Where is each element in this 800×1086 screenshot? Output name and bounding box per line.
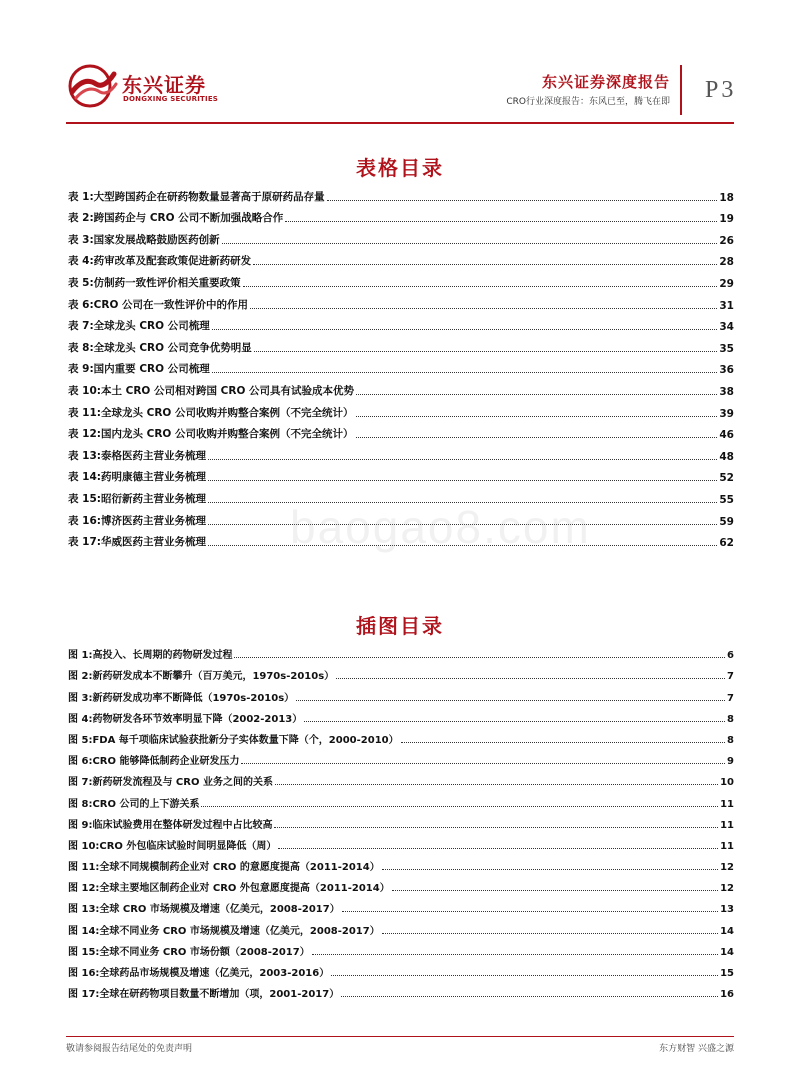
- toc-entry[interactable]: [68, 979, 734, 1000]
- toc-leader: [253, 264, 717, 265]
- page-header: [0, 0, 800, 125]
- report-title: 东兴证券深度报告: [541, 73, 670, 91]
- toc-entry-page: 12: [720, 862, 734, 874]
- toc-leader: [342, 911, 718, 912]
- report-subtitle: CRO行业深度报告：东风已至，腾飞在即: [506, 97, 670, 107]
- toc-entry-label: 表 16:博济医药主营业务梳理: [68, 514, 206, 527]
- toc-entry-page: 29: [719, 277, 734, 290]
- toc-entry-page: 52: [719, 472, 734, 485]
- toc-leader: [254, 351, 718, 352]
- toc-entry-page: 46: [719, 429, 734, 442]
- toc-entry[interactable]: [68, 640, 734, 661]
- toc-entry-label: 图 2:新药研发成本不断攀升（百万美元，1970s-2010s）: [68, 671, 335, 683]
- toc-entry[interactable]: [68, 420, 734, 442]
- toc-entry[interactable]: [68, 398, 734, 420]
- toc-entry-label: 图 11:全球不同规模制药企业对 CRO 的意愿度提高（2011-2014）: [68, 862, 380, 874]
- toc-leader: [234, 657, 725, 658]
- toc-entry-label: 表 10:本土 CRO 公司相对跨国 CRO 公司具有试验成本优势: [68, 384, 355, 397]
- toc-leader: [392, 890, 718, 891]
- toc-entry[interactable]: [68, 182, 734, 204]
- toc-entry-label: 表 1:大型跨国药企在研药物数量显著高于原研药品存量: [68, 190, 325, 203]
- toc-leader: [304, 721, 725, 722]
- toc-leader: [222, 243, 718, 244]
- toc-leader: [341, 996, 718, 997]
- toc-entry-label: 图 7:新药研发流程及与 CRO 业务之间的关系: [68, 777, 273, 789]
- toc-entry[interactable]: [68, 463, 734, 485]
- figures-toc-title: 插图目录: [356, 614, 444, 638]
- toc-entry-label: 表 15:昭衍新药主营业务梳理: [68, 492, 206, 505]
- toc-entry-page: 48: [719, 450, 734, 463]
- toc-entry-label: 图 17:全球在研药物项目数量不断增加（项，2001-2017）: [68, 989, 340, 1001]
- toc-entry-page: 13: [720, 904, 734, 916]
- toc-entry-label: 表 2:跨国药企与 CRO 公司不断加强战略合作: [68, 212, 284, 225]
- toc-entry-label: 图 12:全球主要地区制药企业对 CRO 外包意愿度提高（2011-2014）: [68, 883, 390, 895]
- toc-entry-label: 表 6:CRO 公司在一致性评价中的作用: [68, 298, 249, 311]
- header-divider: [680, 65, 682, 115]
- toc-entry-page: 8: [727, 713, 734, 725]
- toc-entry-page: 26: [719, 234, 734, 247]
- toc-entry-page: 9: [727, 756, 734, 768]
- toc-entry-label: 图 4:药物研发各环节效率明显下降（2002-2013）: [68, 713, 303, 725]
- toc-entry-page: 62: [719, 537, 734, 550]
- toc-entry[interactable]: [68, 852, 734, 873]
- toc-entry[interactable]: [68, 247, 734, 269]
- toc-leader: [208, 480, 717, 481]
- toc-entry[interactable]: [68, 915, 734, 936]
- footer-slogan: 东方财智 兴盛之源: [659, 1044, 734, 1054]
- toc-entry-page: 8: [727, 734, 734, 746]
- logo-text-cn: 东兴证券: [122, 73, 206, 97]
- toc-entry-page: 7: [727, 671, 734, 683]
- toc-entry-page: 11: [720, 840, 734, 852]
- toc-entry-label: 图 13:全球 CRO 市场规模及增速（亿美元，2008-2017）: [68, 904, 340, 916]
- toc-leader: [212, 372, 718, 373]
- tables-toc-title: 表格目录: [356, 156, 444, 180]
- toc-entry-label: 表 11:全球龙头 CRO 公司收购并购整合案例（不完全统计）: [68, 406, 354, 419]
- toc-entry-page: 11: [720, 819, 734, 831]
- toc-entry-label: 表 13:泰格医药主营业务梳理: [68, 449, 206, 462]
- toc-leader: [208, 459, 717, 460]
- toc-leader: [250, 308, 717, 309]
- toc-entry-label: 表 12:国内龙头 CRO 公司收购并购整合案例（不完全统计）: [68, 428, 354, 441]
- toc-entry-label: 图 14:全球不同业务 CRO 市场规模及增速（亿美元，2008-2017）: [68, 925, 380, 937]
- toc-entry-label: 图 6:CRO 能够降低制药企业研发压力: [68, 756, 240, 768]
- toc-entry-label: 表 4:药审改革及配套政策促进新药研发: [68, 255, 252, 268]
- toc-entry[interactable]: [68, 355, 734, 377]
- page-number: P3: [705, 77, 737, 103]
- toc-entry-label: 表 14:药明康德主营业务梳理: [68, 471, 206, 484]
- toc-entry-label: 表 8:全球龙头 CRO 公司竞争优势明显: [68, 341, 252, 354]
- toc-entry-page: 18: [719, 191, 734, 204]
- toc-leader: [331, 975, 718, 976]
- toc-leader: [201, 806, 718, 807]
- toc-entry-label: 表 3:国家发展战略鼓励医药创新: [68, 233, 220, 246]
- toc-entry-page: 12: [720, 883, 734, 895]
- toc-entry[interactable]: [68, 682, 734, 703]
- toc-entry-label: 图 15:全球不同业务 CRO 市场份额（2008-2017）: [68, 946, 310, 958]
- footer-disclaimer: 敬请参阅报告结尾处的免责声明: [66, 1044, 193, 1054]
- toc-entry-page: 55: [719, 493, 734, 506]
- watermark: baogao8.com: [290, 501, 591, 553]
- toc-leader: [278, 848, 718, 849]
- tables-toc-list: [68, 182, 734, 549]
- toc-entry[interactable]: [68, 937, 734, 958]
- toc-entry[interactable]: [68, 746, 734, 767]
- toc-entry-page: 14: [720, 946, 734, 958]
- toc-leader: [241, 763, 725, 764]
- toc-leader: [312, 954, 718, 955]
- toc-entry-page: 11: [720, 798, 734, 810]
- company-logo: [66, 62, 226, 112]
- toc-entry-label: 图 1:高投入、长周期的药物研发过程: [68, 650, 233, 662]
- toc-leader: [336, 678, 725, 679]
- toc-entry[interactable]: [68, 290, 734, 312]
- toc-leader: [382, 933, 718, 934]
- toc-leader: [401, 742, 725, 743]
- toc-leader: [356, 416, 718, 417]
- toc-entry-page: 38: [719, 385, 734, 398]
- toc-entry[interactable]: [68, 204, 734, 226]
- toc-leader: [296, 700, 725, 701]
- toc-entry[interactable]: [68, 873, 734, 894]
- figures-toc-list: [68, 640, 734, 1000]
- toc-entry[interactable]: [68, 788, 734, 809]
- toc-entry[interactable]: [68, 894, 734, 915]
- toc-entry[interactable]: [68, 268, 734, 290]
- toc-entry[interactable]: [68, 767, 734, 788]
- toc-leader: [285, 221, 717, 222]
- toc-entry-page: 31: [719, 299, 734, 312]
- toc-entry[interactable]: [68, 810, 734, 831]
- logo-mark-icon: [66, 62, 118, 108]
- toc-entry[interactable]: [68, 225, 734, 247]
- toc-leader: [327, 200, 718, 201]
- toc-entry-page: 10: [720, 777, 734, 789]
- toc-leader: [243, 286, 718, 287]
- toc-entry-page: 19: [719, 213, 734, 226]
- toc-entry-label: 图 5:FDA 每千项临床试验获批新分子实体数量下降（个，2000-2010）: [68, 734, 399, 746]
- toc-leader: [274, 827, 718, 828]
- header-rule: [66, 122, 734, 124]
- toc-leader: [356, 394, 717, 395]
- toc-entry[interactable]: [68, 312, 734, 334]
- toc-entry-label: 表 7:全球龙头 CRO 公司梳理: [68, 320, 210, 333]
- toc-entry[interactable]: [68, 333, 734, 355]
- toc-entry-label: 表 9:国内重要 CRO 公司梳理: [68, 363, 210, 376]
- logo-text-en: DONGXING SECURITIES: [123, 95, 219, 103]
- toc-entry[interactable]: [68, 958, 734, 979]
- toc-entry-label: 表 5:仿制药一致性评价相关重要政策: [68, 276, 241, 289]
- toc-entry-page: 28: [719, 256, 734, 269]
- toc-entry-page: 36: [719, 364, 734, 377]
- toc-entry-page: 34: [719, 321, 734, 334]
- toc-entry-label: 图 3:新药研发成功率不断降低（1970s-2010s）: [68, 692, 295, 704]
- toc-leader: [382, 869, 718, 870]
- toc-entry-label: 图 10:CRO 外包临床试验时间明显降低（周）: [68, 840, 277, 852]
- toc-entry-page: 6: [727, 650, 734, 662]
- toc-entry-page: 39: [719, 407, 734, 420]
- toc-entry[interactable]: [68, 704, 734, 725]
- toc-entry[interactable]: [68, 376, 734, 398]
- toc-entry-label: 图 9:临床试验费用在整体研发过程中占比较高: [68, 819, 273, 831]
- toc-entry-label: 图 8:CRO 公司的上下游关系: [68, 798, 200, 810]
- toc-entry-page: 16: [720, 989, 734, 1001]
- toc-entry-label: 图 16:全球药品市场规模及增速（亿美元，2003-2016）: [68, 968, 330, 979]
- toc-entry[interactable]: [68, 725, 734, 746]
- toc-leader: [212, 329, 718, 330]
- toc-entry-label: 表 17:华威医药主营业务梳理: [68, 536, 206, 549]
- toc-entry[interactable]: [68, 831, 734, 852]
- toc-entry[interactable]: [68, 661, 734, 682]
- toc-entry[interactable]: [68, 441, 734, 463]
- toc-leader: [356, 437, 718, 438]
- toc-entry-page: 14: [720, 925, 734, 937]
- toc-leader: [275, 784, 718, 785]
- toc-entry-page: 7: [727, 692, 734, 704]
- footer-rule: [66, 1036, 734, 1037]
- toc-entry-page: 59: [719, 515, 734, 528]
- toc-entry-page: 35: [719, 342, 734, 355]
- toc-entry-page: 15: [720, 968, 734, 979]
